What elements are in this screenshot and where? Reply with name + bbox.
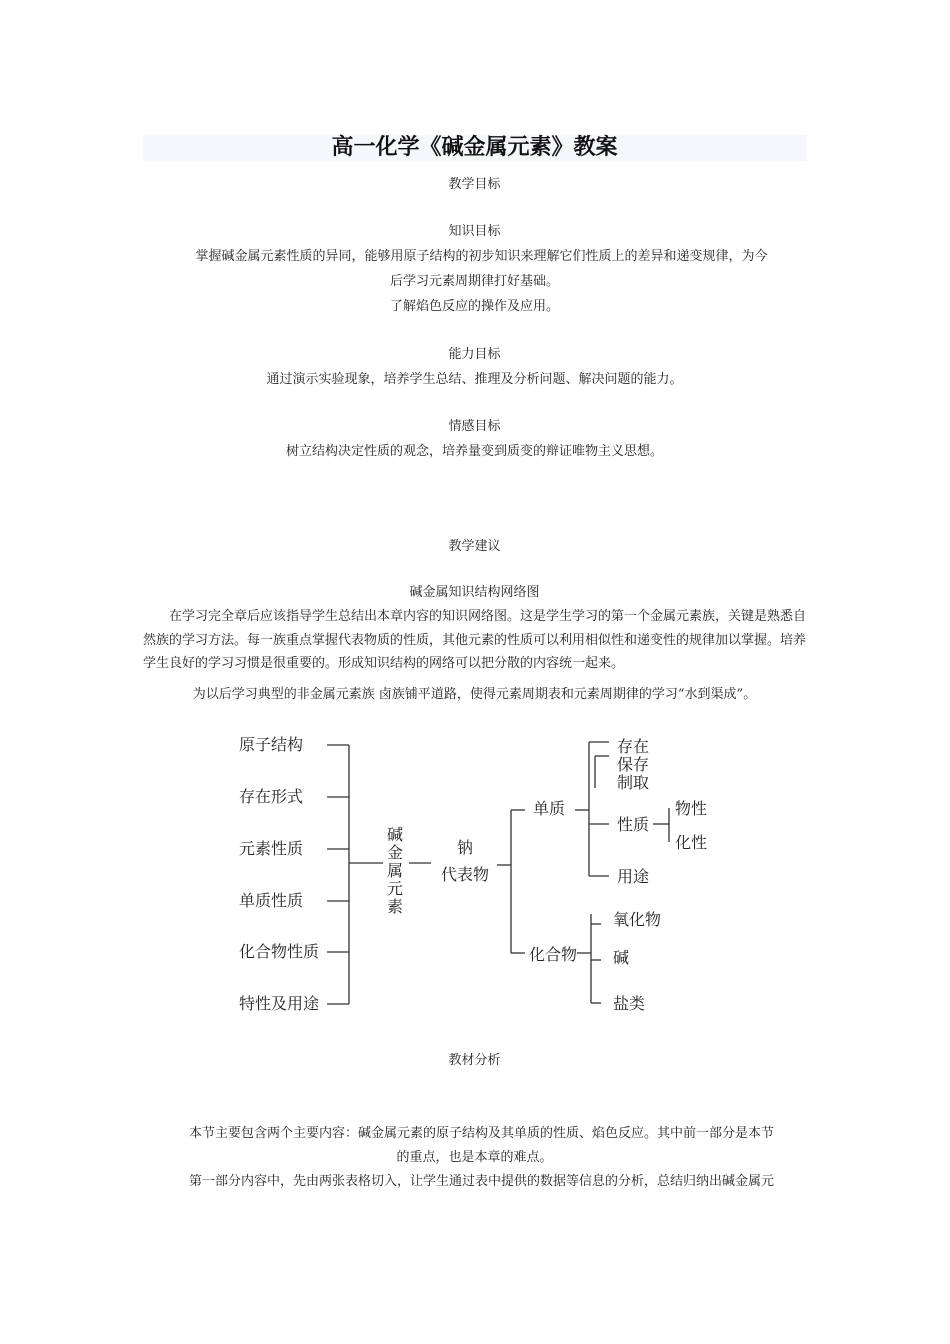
diagram-compound-item: 盐类	[613, 994, 646, 1013]
diagram-sodium: 钠	[457, 838, 474, 857]
diagram-left-item: 存在形式	[239, 787, 304, 806]
diagram-use: 用途	[617, 867, 650, 886]
network-diagram-heading: 碱金属知识结构网络图	[409, 585, 540, 600]
knowledge-goals-line2: 后学习元素周期律打好基础。	[389, 274, 559, 289]
diagram-center-char: 属	[387, 861, 404, 880]
diagram-single-item: 制取	[617, 773, 650, 792]
knowledge-goals-line1: 掌握碱金属元素性质的异同，能够用原子结构的初步知识来理解它们性质上的差异和递变规律，为今	[195, 249, 768, 264]
diagram-compound-item: 碱	[613, 948, 630, 967]
diagram-single-item: 保存	[617, 755, 650, 774]
page-title: 高一化学《碱金属元素》教案	[331, 135, 618, 160]
diagram-single: 单质	[533, 799, 566, 818]
alkali-metal-network-diagram	[225, 728, 725, 1013]
ability-goals-text: 通过演示实验现象，培养学生总结、推理及分析问题、解决问题的能力。	[266, 372, 683, 387]
teaching-goals-heading: 教学目标	[448, 177, 501, 192]
emotion-goals-text: 树立结构决定性质的观念，培养量变到质变的辩证唯物主义思想。	[285, 444, 663, 459]
suggestions-heading: 教学建议	[448, 539, 501, 554]
diagram-property: 性质	[617, 815, 650, 834]
diagram-single-item: 存在	[617, 737, 650, 756]
diagram-center-char: 碱	[387, 825, 404, 844]
diagram-property-item: 物性	[675, 799, 708, 818]
diagram-left-item: 化合物性质	[239, 942, 320, 961]
diagram-compound-item: 氧化物	[613, 910, 662, 929]
ability-goals-heading: 能力目标	[448, 347, 501, 362]
diagram-center-char: 元	[387, 879, 404, 898]
diagram-center-char: 素	[387, 897, 404, 916]
analysis-para2: 第一部分内容中，先由两张表格切入，让学生通过表中提供的数据等信息的分析，总结归纳出碱金属元	[188, 1174, 774, 1189]
analysis-heading: 教材分析	[448, 1053, 501, 1068]
emotion-goals-heading: 情感目标	[448, 419, 501, 434]
knowledge-goals-line3: 了解焰色反应的操作及应用。	[389, 299, 559, 314]
diagram-compound: 化合物	[529, 945, 578, 964]
diagram-left-item: 元素性质	[239, 839, 304, 858]
suggestions-paragraph-1: 在学习完全章后应该指导学生总结出本章内容的知识网络图。这是学生学习的第一个金属元素族，关键是熟悉自然族的学习方法。每一族重点掌握代表物质的性质，其他元素的性质可以利用相似性和递变性的规律加以掌握。培养学生良好的学习习惯是很重要的。形成知识结构的网络可以把分散的内容统一起来。	[143, 609, 807, 671]
diagram-left-item: 原子结构	[239, 735, 304, 754]
suggestions-paragraph-2: 为以后学习典型的非金属元素族 卤族铺平道路，使得元素周期表和元素周期律的学习“水到渠成”。	[192, 687, 757, 702]
analysis-para1-line1: 本节主要包含两个主要内容：碱金属元素的原子结构及其单质的性质、焰色反应。其中前一部分是本节	[188, 1126, 774, 1141]
diagram-property-item: 化性	[675, 833, 708, 852]
diagram-representative: 代表物	[441, 865, 490, 884]
diagram-left-item: 单质性质	[239, 891, 304, 910]
diagram-left-item: 特性及用途	[239, 994, 320, 1013]
knowledge-goals-heading: 知识目标	[448, 224, 501, 239]
analysis-para1-line2: 的重点，也是本章的难点。	[396, 1150, 553, 1165]
diagram-center-char: 金	[387, 843, 404, 862]
